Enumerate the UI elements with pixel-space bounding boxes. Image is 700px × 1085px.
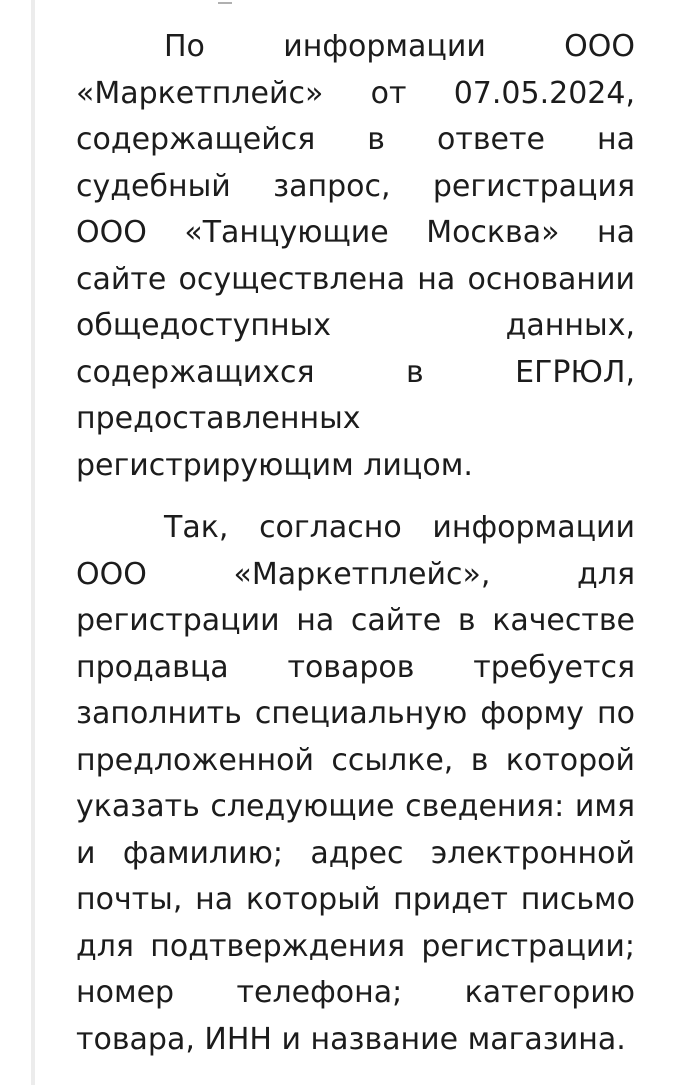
clipped-text-fragment: [218, 0, 232, 4]
paragraph-2: Так, согласно информации ООО «Маркетплейс», для регистрации на сайте в качестве продавца товаров требуется заполнить специальную форму по предложенной ссылке, в которой указать следующие сведения: имя и фамилию; адрес электронной почты, на который придет письмо для подтверждения регистрации; номер телефона; категорию товара, ИНН и название магазина.: [76, 510, 635, 1057]
paragraph-1: По информации ООО «Маркетплейс» от 07.05.2024, содержащейся в ответе на судебный запрос, регистрация ООО «Танцующие Москва» на сайте осуществлена на основании общедоступных данных, содержащихся в ЕГРЮЛ, предоставленных регистрирующим лицом.: [76, 29, 635, 483]
left-margin-rule: [31, 0, 35, 1085]
document-body: [76, 24, 635, 1063]
